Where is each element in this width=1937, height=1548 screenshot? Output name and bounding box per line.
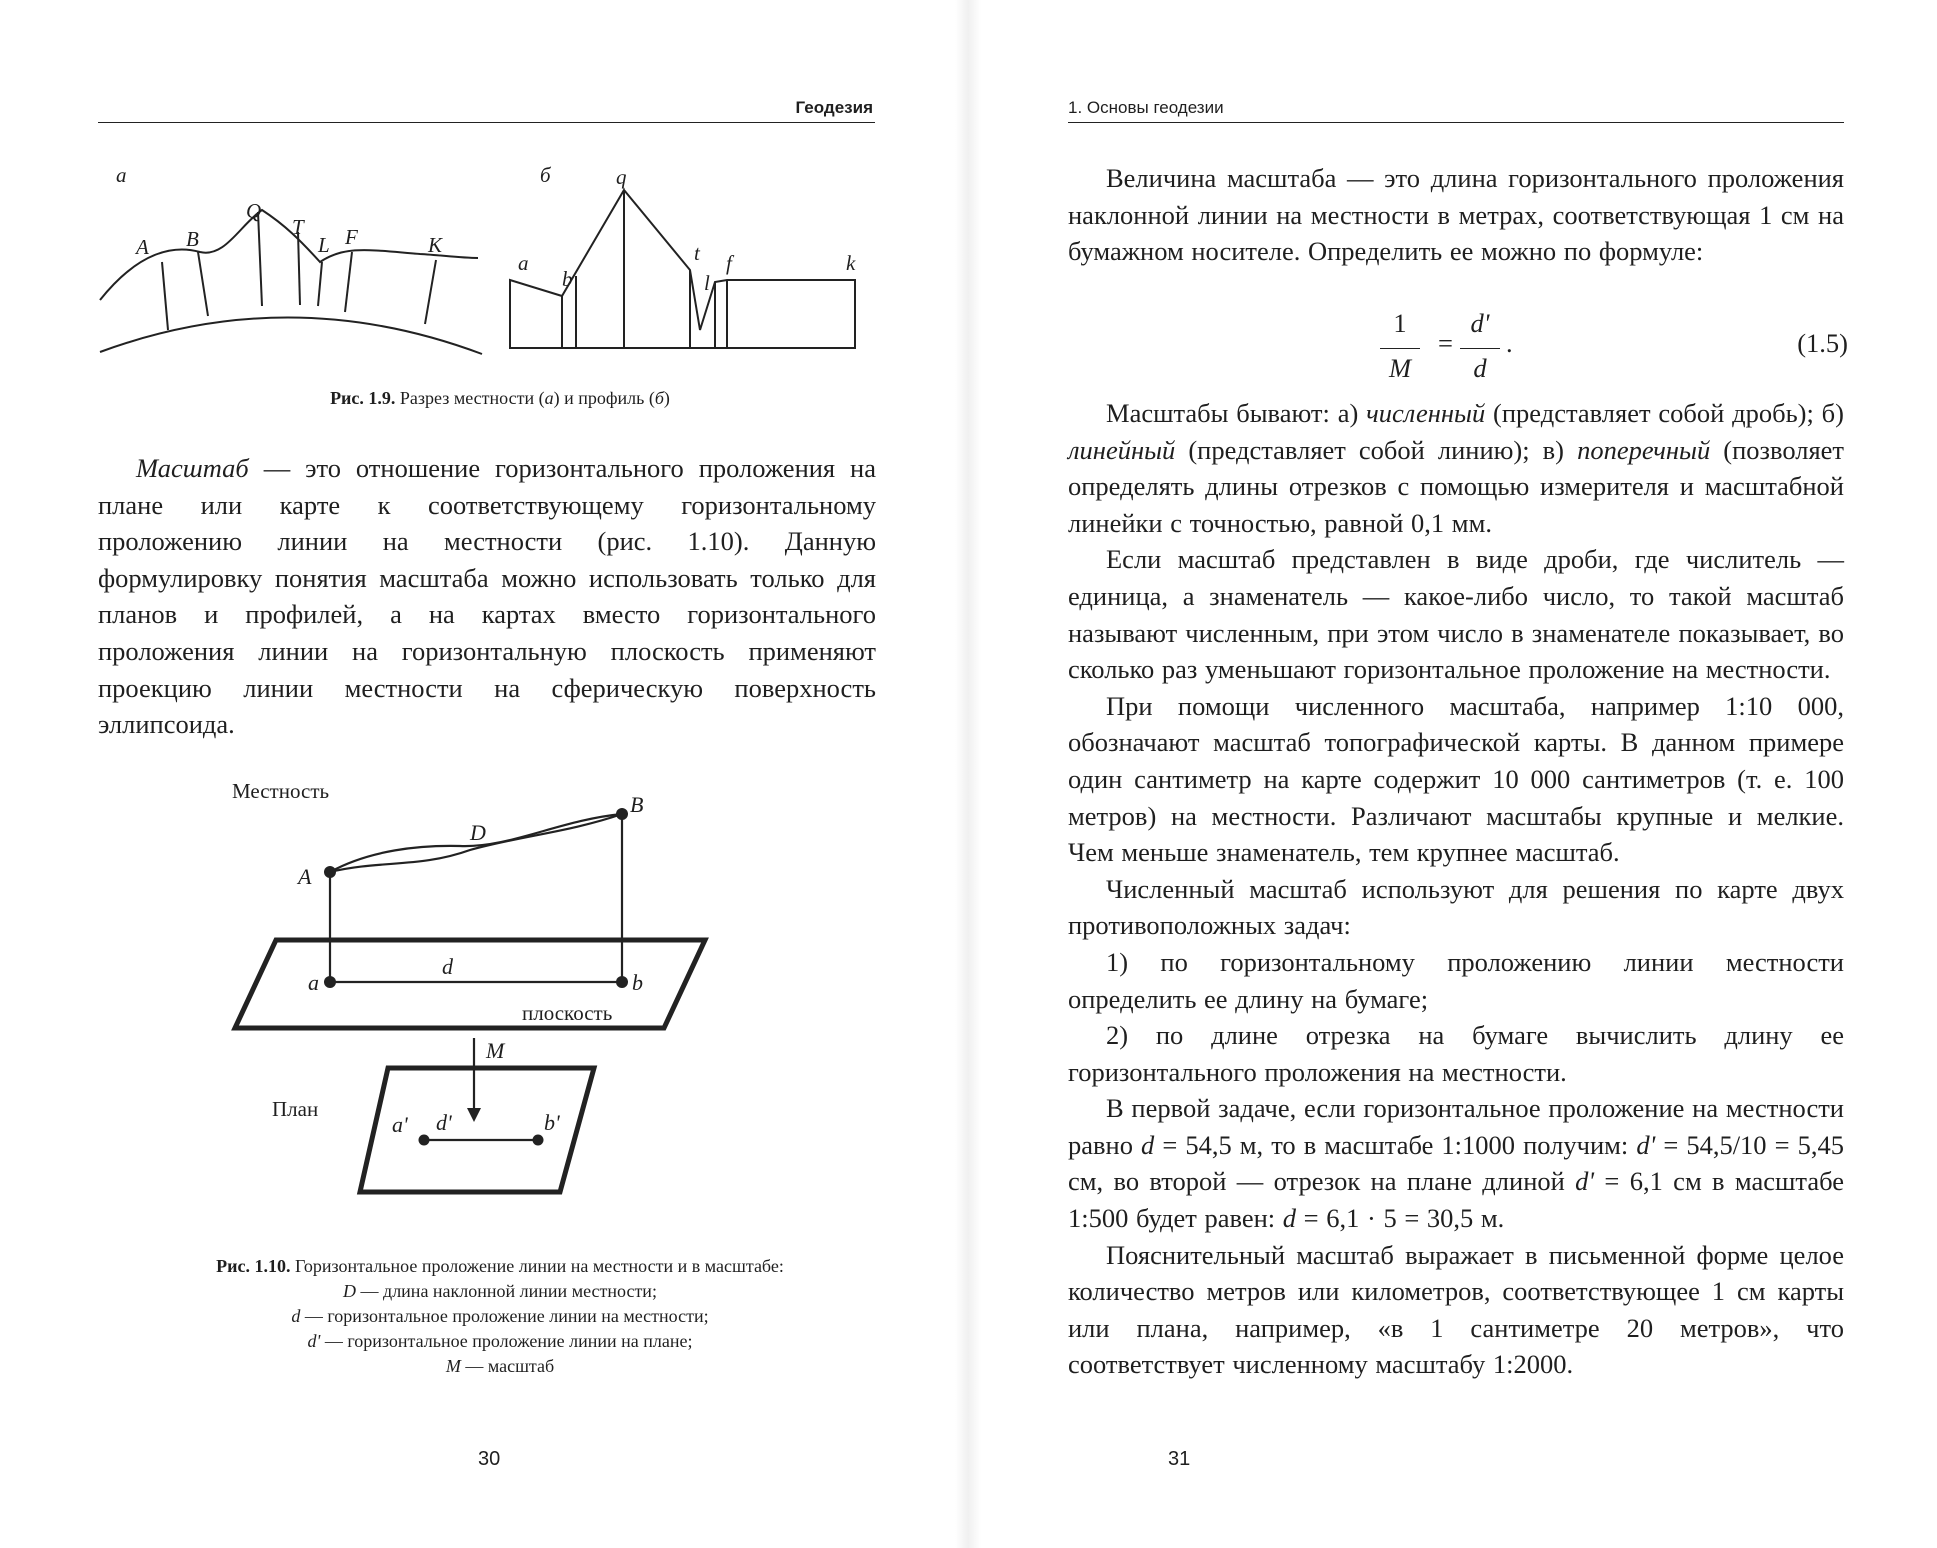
paragraph-text: Величина масштаба — это длина горизонтального проложения наклонной линии на местности в метрах, соответствующая 1 см на бумажном носителе. Определить ее можно по формуле: [1068, 163, 1844, 267]
profile-point-b: b [562, 267, 573, 291]
panel-label-a: а [116, 163, 127, 187]
label-b-prime: b' [544, 1110, 560, 1135]
point-b-prime [533, 1135, 544, 1146]
paragraph-numeric: Если масштаб представлен в виде дроби, где числитель — единица, а знаменатель — какое-либо число, то такой масштаб называют численным, при этом число в знаменателе показывает, во сколько раз уменьшают горизонтальное проложение на местности. [1068, 544, 1844, 685]
label-B: B [630, 792, 644, 817]
legend-text: — горизонтальное проложение линии на плане; [320, 1331, 693, 1351]
formula-lhs-denominator: M [1388, 353, 1412, 383]
panel-label-b: б [540, 163, 551, 187]
legend-line [120, 1329, 880, 1354]
legend-line [120, 1279, 880, 1304]
caption-number: Рис. 1.9. [330, 388, 396, 408]
caption-text: ) [663, 388, 670, 408]
formula-number: (1.5) [1797, 328, 1848, 358]
paragraph-task-1: 1) по горизонтальному проложению линии местности определить ее длину на бумаге; [1068, 946, 1844, 1014]
legend-line [120, 1304, 880, 1329]
legend-symbol: M [445, 1356, 461, 1376]
label-A: A [298, 864, 312, 889]
profile-point-k: k [846, 251, 856, 275]
section-point-K: K [428, 233, 443, 257]
paragraph-calculation: В первой задаче, если горизонтальное проложение на местности равно d = 54,5 м, то в масштабе 1:1000 получим: d' = 54,5/10 = 5,45 см, во второй — отрезок на плане длиной d' = 6,1 см в масштабе 1:500 будет равен: d = 6,1 · 5 = 30,5 м. [1068, 1093, 1844, 1234]
caption-text: Разрез местности ( [395, 388, 545, 408]
legend-line [120, 1354, 880, 1379]
label-plan: План [272, 1097, 319, 1121]
section-point-A: A [136, 235, 149, 259]
section-point-T: T [292, 215, 304, 239]
profile-point-t: t [694, 241, 700, 265]
section-point-Q: Q [246, 199, 262, 223]
label-b: b [632, 970, 643, 995]
left-paragraph [98, 450, 876, 743]
point-a-prime [419, 1135, 430, 1146]
header-rule [1068, 122, 1844, 123]
left-page [0, 0, 968, 1548]
figure-1-10 [0, 760, 968, 1230]
legend-text: — горизонтальное проложение линии на местности; [300, 1306, 709, 1326]
section-point-F: F [345, 225, 358, 249]
paragraph-task-2: 2) по длине отрезка на бумаге вычислить длину ее горизонтального проложения на местности. [1068, 1020, 1844, 1087]
caption-italic: б [654, 388, 664, 408]
formula-equals: = [1438, 328, 1453, 358]
profile-point-q: q [616, 165, 627, 189]
legend-text: — длина наклонной линии местности; [356, 1281, 657, 1301]
legend-symbol: D [343, 1281, 357, 1301]
profile-point-l: l [704, 271, 710, 295]
label-a-prime: a' [392, 1112, 408, 1137]
formula-lhs-numerator: 1 [1393, 308, 1407, 338]
right-body [1068, 395, 1844, 1383]
figure-1-10-caption [120, 1254, 880, 1379]
legend-text: — масштаб [460, 1356, 555, 1376]
paragraph-tasks: Численный масштаб используют для решения по карте двух противоположных задач: [1068, 873, 1844, 941]
label-d: d [442, 954, 453, 979]
caption-number: Рис. 1.10. [216, 1256, 291, 1276]
term-scale: Масштаб [136, 453, 249, 483]
paragraph-text: — это отношение горизонтального проложения на плане или карте к соответствующему горизонтальному проложению линии на местности (рис. 1.10). Данную формулировку понятия масштаба можно использовать только для планов и профилей, а на картах вместо горизонтального проложения линии на горизонтальную плоскость применяют проекцию линии местности на сферическую поверхность эллипсоида. [98, 453, 876, 740]
formula-rhs-numerator: d' [1470, 308, 1490, 338]
point-A [324, 866, 336, 878]
page-number: 31 [1168, 1448, 1191, 1470]
section-point-L: L [318, 233, 330, 257]
arrow-head [467, 1108, 481, 1122]
section-point-B: B [186, 227, 199, 251]
caption-text: ) и профиль ( [553, 388, 655, 408]
page-number: 30 [478, 1448, 501, 1470]
point-b [616, 976, 628, 988]
label-M: M [486, 1038, 505, 1063]
label-plane: плоскость [522, 1001, 613, 1025]
legend-symbol: d' [307, 1331, 321, 1351]
figure-1-9-caption [120, 386, 880, 411]
profile-point-f: f [726, 251, 732, 275]
running-head: 1. Основы геодезии [1068, 98, 1224, 117]
figure-1-9 [0, 0, 968, 400]
paragraph-explanatory: Пояснительный масштаб выражает в письменной форме целое количество метров или километров, соответствующее 1 см карты или плана, например, «в 1 сантиметре 20 метров», что соответствует численному масштабу 1:2000. [1068, 1239, 1844, 1380]
terrain-surface-line [100, 210, 478, 300]
label-a: a [308, 970, 319, 995]
caption-title: Горизонтальное проложение линии на местности и в масштабе: [290, 1256, 784, 1276]
formula-dot: . [1506, 328, 1513, 358]
label-terrain: Местность [232, 779, 330, 803]
point-a [324, 976, 336, 988]
paragraph-example: При помощи численного масштаба, например 1:10 000, обозначают масштаб топографической карты. В данном примере один сантиметр на карте содержит 10 000 сантиметров (т. е. 100 метров) на местности. Различают масштабы крупные и мелкие. Чем меньше знаменатель, тем крупнее масштаб. [1068, 690, 1844, 868]
legend-symbol: d [291, 1306, 301, 1326]
paragraph-scale-value [1068, 160, 1844, 270]
label-D: D [470, 820, 486, 845]
point-B [616, 808, 628, 820]
caption-italic: а [544, 388, 554, 408]
paragraph-scale-types: Масштабы бывают: а) численный (представляет собой дробь); б) линейный (представляет собой линию); в) поперечный (позволяет определять длины отрезков с помощью измерителя и масштабной линейки с точностью, равной 0,1 мм. [1068, 398, 1844, 538]
formula-rhs-denominator: d [1473, 353, 1487, 383]
formula-1-5 [1378, 308, 1848, 388]
label-d-prime: d' [436, 1110, 452, 1135]
right-page [968, 0, 1937, 1548]
profile-point-a: a [518, 251, 529, 275]
running-head: Геодезия [795, 98, 873, 117]
